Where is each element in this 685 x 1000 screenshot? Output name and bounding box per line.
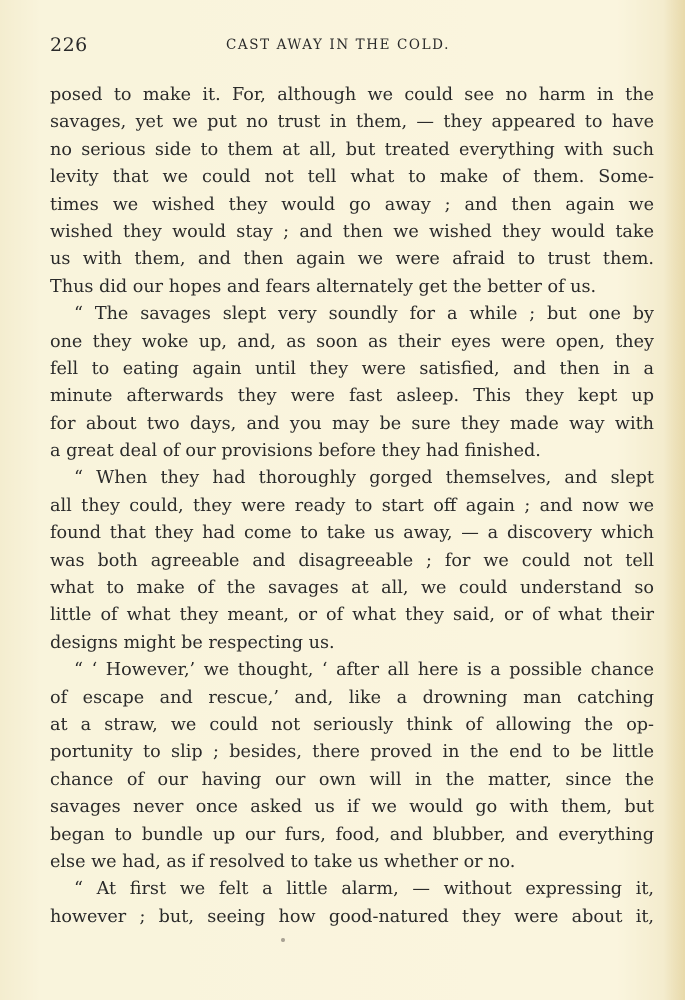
text-line: one they woke up, and, as soon as their eyes were open, they: [50, 331, 654, 352]
text-line: minute afterwards they were fast asleep. This they kept up: [50, 386, 654, 407]
text-line: wished they would stay ; and then we wished they would take: [50, 221, 654, 242]
text-line: for about two days, and you may be sure they made way with: [50, 413, 654, 434]
text-line: at a straw, we could not seriously think of allowing the op-: [50, 714, 654, 735]
text-line: savages never once asked us if we would go with them, but: [50, 797, 654, 818]
paragraph-start-line: “ ‘ However,’ we thought, ‘ after all here is a possible chance: [74, 660, 654, 681]
paragraph-start-line: “ When they had thoroughly gorged themselves, and slept: [74, 468, 654, 489]
text-line: times we wished they would go away ; and then again we: [50, 194, 654, 215]
text-line: however ; but, seeing how good-natured they were about it,: [50, 906, 654, 927]
text-line: chance of our having our own will in the matter, since the: [50, 769, 654, 790]
text-line: all they could, they were ready to start off again ; and now we: [50, 495, 654, 516]
text-line: us with them, and then again we were afraid to trust them.: [50, 249, 654, 270]
page-number: 226: [50, 34, 88, 56]
paragraph-end-line: designs might be respecting us.: [50, 632, 335, 653]
paragraph-end-line: a great deal of our provisions before they had finished.: [50, 441, 541, 462]
text-line: began to bundle up our furs, food, and blubber, and everything: [50, 824, 654, 845]
page-header: [50, 34, 654, 60]
body-text: [50, 82, 654, 931]
text-line: portunity to slip ; besides, there proved in the end to be little: [50, 742, 654, 763]
running-head: CAST AWAY IN THE COLD.: [226, 37, 450, 53]
text-line: what to make of the savages at all, we could understand so: [50, 578, 654, 599]
text-line: fell to eating again until they were satisfied, and then in a: [50, 358, 654, 379]
text-line: was both agreeable and disagreeable ; for we could not tell: [50, 550, 654, 571]
paragraph-end-line: else we had, as if resolved to take us whether or no.: [50, 851, 516, 872]
text-line: posed to make it. For, although we could see no harm in the: [50, 85, 654, 105]
paragraph-start-line: “ At first we felt a little alarm, — without expressing it,: [74, 879, 654, 900]
page-edge-shading: [663, 0, 685, 1000]
text-line: little of what they meant, or of what they said, or of what their: [50, 605, 654, 626]
text-line: levity that we could not tell what to make of them. Some-: [50, 167, 654, 188]
text-line: no serious side to them at all, but treated everything with such: [50, 139, 654, 160]
paper-speck: [281, 938, 285, 942]
text-line: of escape and rescue,’ and, like a drowning man catching: [50, 687, 654, 708]
text-line: found that they had come to take us away, — a discovery which: [50, 523, 654, 544]
text-line: savages, yet we put no trust in them, — they appeared to have: [50, 112, 654, 133]
paragraph-end-line: Thus did our hopes and fears alternately get the better of us.: [50, 276, 597, 297]
paragraph-start-line: “ The savages slept very soundly for a while ; but one by: [74, 304, 654, 325]
